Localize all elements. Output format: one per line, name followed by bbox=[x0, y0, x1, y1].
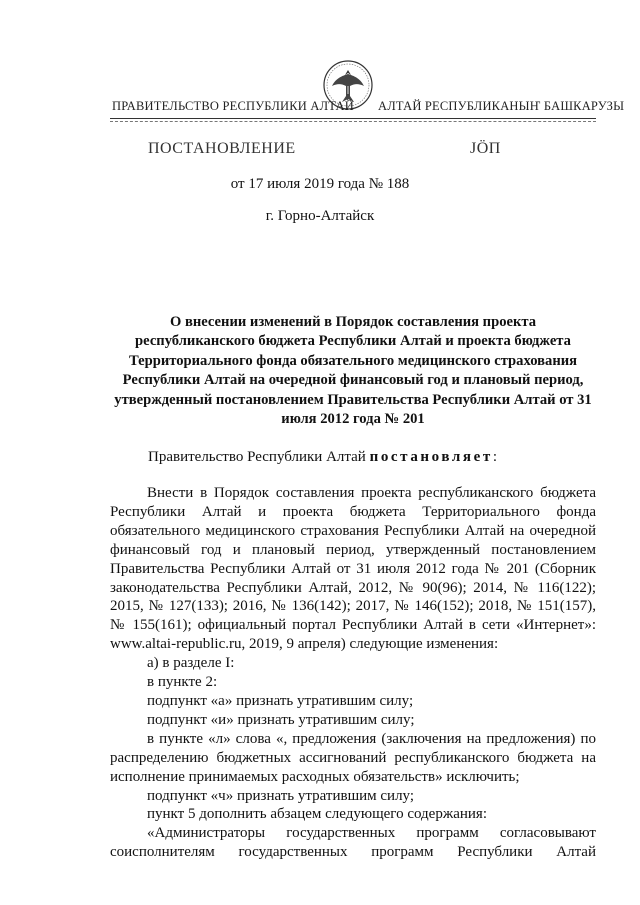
document-type-russian: ПОСТАНОВЛЕНИЕ bbox=[148, 140, 296, 157]
body-paragraph: в пункте «л» слова «, предложения (заключения на предложения) по распределению бюджетных ассигнований республиканского бюджета на исполнение принимаемых расходных обязательств» исключить; bbox=[110, 730, 596, 785]
header-divider-secondary bbox=[110, 121, 596, 122]
preamble-subject: Правительство Республики Алтай bbox=[148, 449, 366, 465]
header-divider bbox=[110, 118, 596, 119]
document-title: О внесении изменений в Порядок составления проекта республиканского бюджета Республики Алтай и проекта бюджета Территориального фонда обязательного медицинского страхования Республики Алтай на очередной финансовый год и плановый период, утвержденный постановлением Правительства Республики Алтай от 31 июля 2012 года № 201 bbox=[114, 314, 592, 428]
body-paragraph: а) в разделе I: bbox=[147, 655, 235, 672]
preamble-colon: : bbox=[492, 449, 498, 465]
document-body bbox=[110, 484, 596, 862]
body-paragraph: «Администраторы государственных программ согласовывают соисполнителям государственных программ Республики Алтай bbox=[110, 825, 596, 861]
body-paragraph: в пункте 2: bbox=[147, 674, 218, 691]
document-type-altai: ЈӦП bbox=[470, 140, 501, 157]
body-paragraph: подпункт «а» признать утратившим силу; bbox=[147, 692, 414, 709]
preamble-verb: постановляет bbox=[369, 449, 493, 465]
org-name-russian: ПРАВИТЕЛЬСТВО РЕСПУБЛИКИ АЛТАЙ bbox=[112, 99, 354, 113]
body-paragraph: Внести в Порядок составления проекта республиканского бюджета Республики Алтай и проекта бюджета Территориального фонда обязательного медицинского страхования Республики Алтай на очередной финансовый год и плановый период, утвержденный постановлением Правительства Республики Алтай от 31 июля 2012 года № 201 (Сборник законодательства Республики Алтай, 2012, № 90(96); 2014, № 116(122); 2015, № 127(133); 2016, № 136(142); 2017, № 146(152); 2018, № 151(157), № 155(161); официальный портал Республики Алтай в сети «Интернет»: www.altai-republic.ru, 2019, 9 апреля) следующие изменения: bbox=[110, 485, 596, 653]
document-date-number: от 17 июля 2019 года № 188 bbox=[230, 176, 410, 192]
preamble bbox=[148, 449, 497, 466]
body-paragraph: подпункт «и» признать утратившим силу; bbox=[147, 711, 415, 728]
body-paragraph: пункт 5 дополнить абзацем следующего содержания: bbox=[147, 806, 487, 823]
body-paragraph: подпункт «ч» признать утратившим силу; bbox=[147, 787, 415, 804]
org-name-altai: АЛТАЙ РЕСПУБЛИКАНЫҤ БАШКАРУЗЫ bbox=[378, 99, 625, 113]
document-city: г. Горно-Алтайск bbox=[265, 208, 375, 224]
